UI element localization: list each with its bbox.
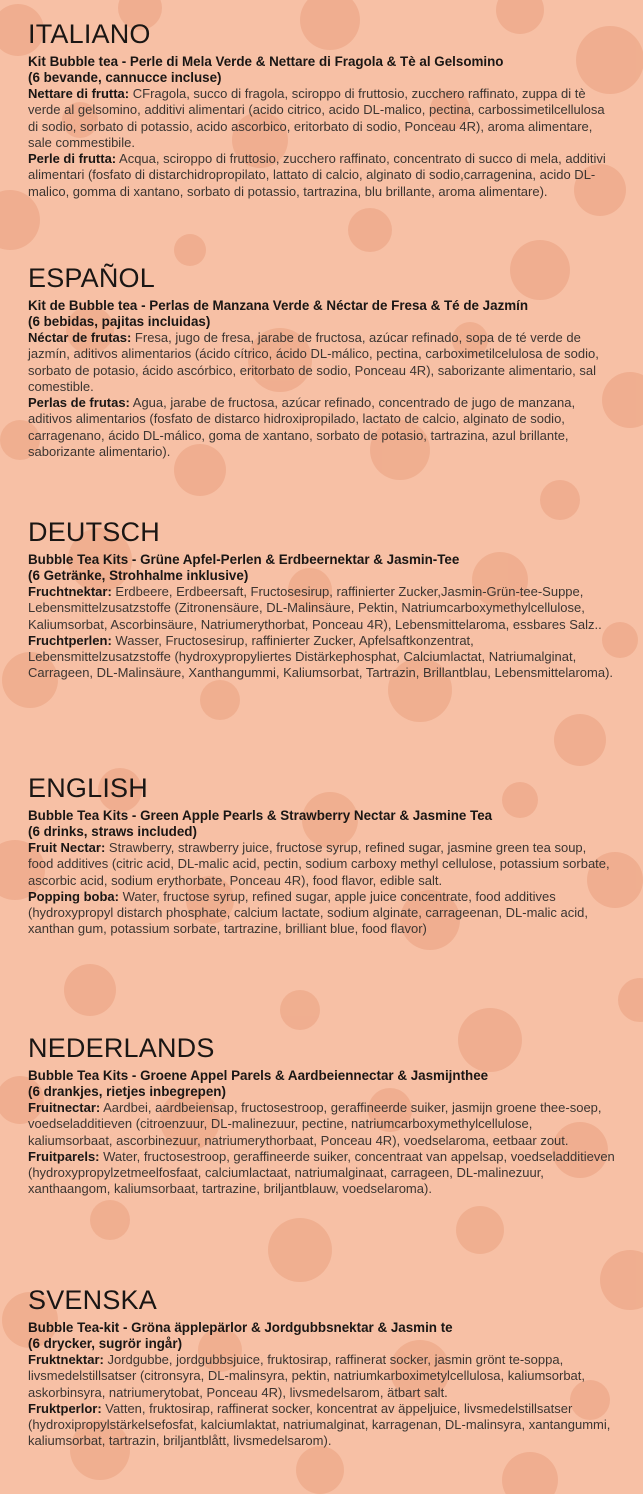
pearls-ingredients <box>28 395 615 460</box>
nectar-label: Fruitnectar: <box>28 1100 101 1115</box>
pearls-text: Wasser, Fructosesirup, raffinierter Zucker, Apfelsaftkonzentrat, Lebensmittelzusatzstoffe (hydroxypropyliertes Distärkephosphat, Calciumlactat, Natriumalginat, Carrageen, DL-Malinsäure, Xanthangummi, Kaliumsorbat, Tartrazin, Brillantblau, Lebensmittelaroma). <box>28 632 614 681</box>
product-title: Bubble Tea Kits - Grüne Apfel-Perlen & Erdbeernektar & Jasmin-Tee <box>28 552 460 567</box>
nectar-label: Néctar de frutas: <box>28 330 132 345</box>
product-subtitle: (6 drycker, sugrör ingår) <box>28 1336 183 1351</box>
section-deutsch <box>28 516 615 772</box>
pearls-label: Fruktperlor: <box>28 1400 102 1416</box>
nectar-ingredients <box>28 330 615 395</box>
nectar-label: Fruktnektar: <box>28 1352 104 1367</box>
pearls-text: Water, fructose syrup, refined sugar, apple juice concentrate, food additives (hydroxypropyl distarch phosphate, calcium lactate, sodium alginate, carrageenan, DL-malic acid, xanthan gum, potassium sorbate, tartrazine, brilliant blue, food flavor) <box>28 888 589 937</box>
nectar-label: Nettare di frutta: <box>28 86 130 101</box>
section-espanol <box>28 262 615 516</box>
nectar-ingredients <box>28 1100 615 1149</box>
nectar-text: Jordgubbe, jordgubbsjuice, fruktosirap, raffinerat socker, jasmin grönt te-soppa, livsmedelstillsatser (citronsyra, DL-malinsyra, pektin, natriumkarboximetylcellulosa, kaliumsorbat, askorbinsyra, natriumerytobat, Ponceau 4R), livsmedelsarom, ätbart salt. <box>28 1352 586 1400</box>
nectar-text: Strawberry, strawberry juice, fructose syrup, refined sugar, jasmine green tea soup, food additives (citric acid, DL-malic acid, pectin, sodium carboxy methyl cellulose, potassium sorbate, ascorbic acid, sodium erythorbate, Ponceau 4R), food flavor, edible salt. <box>28 840 610 888</box>
nectar-ingredients <box>28 86 615 151</box>
nectar-text: Erdbeere, Erdbeersaft, Fructosesirup, raffinierter Zucker,Jasmin-Grün-tee-Suppe, Lebensmittelzusatzstoffe (Zitronensäure, DL-Malinsäure, Pektin, Natriumcarboxymethylcellulose, Kaliumsorbat, Ascorbinsäure, Natriumerythorbat, Ponceau 4R), Lebensmittelaroma, essbares Salz.. <box>28 584 602 632</box>
nectar-label: Fruchtnektar: <box>28 584 112 599</box>
language-heading: ESPAÑOL <box>28 263 155 293</box>
language-heading: NEDERLANDS <box>28 1033 215 1063</box>
pearls-text: Vatten, fruktosirap, raffinerat socker, koncentrat av äppeljuice, livsmedelstillsatser (hydroxipropylstärkelsefosfat, kalciumlaktat, natriumalginat, karragenan, DL-malinsyra, xantangummi, kaliumsorbat, tartrazin, briljantblått, livsmedelsarom). <box>28 1400 611 1449</box>
section-svenska <box>28 1284 615 1450</box>
nectar-text: CFragola, succo di fragola, sciroppo di fruttosio, zucchero raffinato, zuppa di tè verde al gelsomino, additivi alimentari (acido citrico, acido DL-malico, pectina, carbossimetilcellulosa di sodio, sorbato di potassio, acido ascorbico, eritorbato di sodio, Ponceau 4R), aroma alimentare, sale commestibile. <box>28 86 605 150</box>
product-title: Kit de Bubble tea - Perlas de Manzana Verde & Néctar de Fresa & Té de Jazmín <box>28 298 529 313</box>
product-title: Bubble Tea Kits - Groene Appel Parels & Aardbeiennectar & Jasmijnthee <box>28 1068 489 1083</box>
nectar-ingredients <box>28 584 615 633</box>
pearls-label: Perle di frutta: <box>28 151 117 167</box>
product-subtitle: (6 bevande, cannucce incluse) <box>28 70 222 85</box>
product-subtitle: (6 drinks, straws included) <box>28 824 197 839</box>
product-subtitle: (6 drankjes, rietjes inbegrepen) <box>28 1084 226 1099</box>
nectar-text: Aardbei, aardbeiensap, fructosestroop, geraffineerde suiker, jasmijn groene thee-soep, voedseladditieven (citroenzuur, DL-malinezuur, pectine, natriumcarboxymethylcellulose, kaliumsorbaat, ascorbinezuur, natriumerythorbaat, Ponceau 4R), voedselaroma, eetbaar zout. <box>28 1100 602 1148</box>
pearls-ingredients <box>28 633 615 682</box>
section-italiano <box>28 18 615 262</box>
pearls-label: Fruchtperlen: <box>28 632 112 648</box>
language-heading: DEUTSCH <box>28 517 160 547</box>
language-heading: ITALIANO <box>28 19 151 49</box>
product-title: Kit Bubble tea - Perle di Mela Verde & Nettare di Fragola & Tè al Gelsomino <box>28 54 504 69</box>
product-subtitle: (6 bebidas, pajitas incluidas) <box>28 314 211 329</box>
language-heading: ENGLISH <box>28 773 148 803</box>
product-title: Bubble Tea-kit - Gröna äpplepärlor & Jordgubbsnektar & Jasmin te <box>28 1320 453 1335</box>
pearls-text: Agua, jarabe de fructosa, azúcar refinado, concentrado de jugo de manzana, aditivos alimentarios (fosfato de distarco hidroxipropilado, lactato de calcio, alginato de sodio, carragenano, ácido DL-málico, goma de xantano, sorbato de potasio, tartrazina, azul brillante, saborizante alimentario). <box>28 395 576 460</box>
language-heading: SVENSKA <box>28 1285 157 1315</box>
pearls-ingredients <box>28 889 615 938</box>
pearls-ingredients <box>28 1401 615 1450</box>
product-subtitle: (6 Getränke, Strohhalme inklusive) <box>28 568 249 583</box>
nectar-ingredients <box>28 1352 615 1401</box>
section-nederlands <box>28 1032 615 1284</box>
section-english <box>28 772 615 1032</box>
pearls-label: Fruitparels: <box>28 1148 100 1164</box>
pearls-label: Perlas de frutas: <box>28 395 130 411</box>
pearls-label: Popping boba: <box>28 888 119 904</box>
nectar-ingredients <box>28 840 615 889</box>
product-title: Bubble Tea Kits - Green Apple Pearls & Strawberry Nectar & Jasmine Tea <box>28 808 493 823</box>
nectar-label: Fruit Nectar: <box>28 840 106 855</box>
nectar-text: Fresa, jugo de fresa, jarabe de fructosa, azúcar refinado, sopa de té verde de jazmín, aditivos alimentarios (ácido cítrico, ácido DL-málico, pectina, carboximetilcelulosa de sodio, sorbato de potasio, ácido ascórbico, eritorbato de sodio, Ponceau 4R), saborizante alimentario, sal comestible. <box>28 330 599 394</box>
pearls-ingredients <box>28 1149 615 1198</box>
pearls-text: Water, fructosestroop, geraffineerde suiker, concentraat van appelsap, voedseladditieven (hydroxypropylzetmeelfosfaat, calciumlactaat, natriumalginaat, carrageen, DL-malinezuur, xanthaangom, kaliumsorbaat, tartrazine, briljantblauw, voedselaroma). <box>28 1148 615 1197</box>
pearls-ingredients <box>28 151 615 200</box>
pearls-text: Acqua, sciroppo di fruttosio, zucchero raffinato, concentrato di succo di mela, additivi alimentari (fosfato di distarchidropropilato, lattato di calcio, alginato di sodio,carragenina, acido DL-malico, gomma di xantano, sorbato di potassio, tartrazina, blu brillante, aroma alimentare). <box>28 151 606 199</box>
